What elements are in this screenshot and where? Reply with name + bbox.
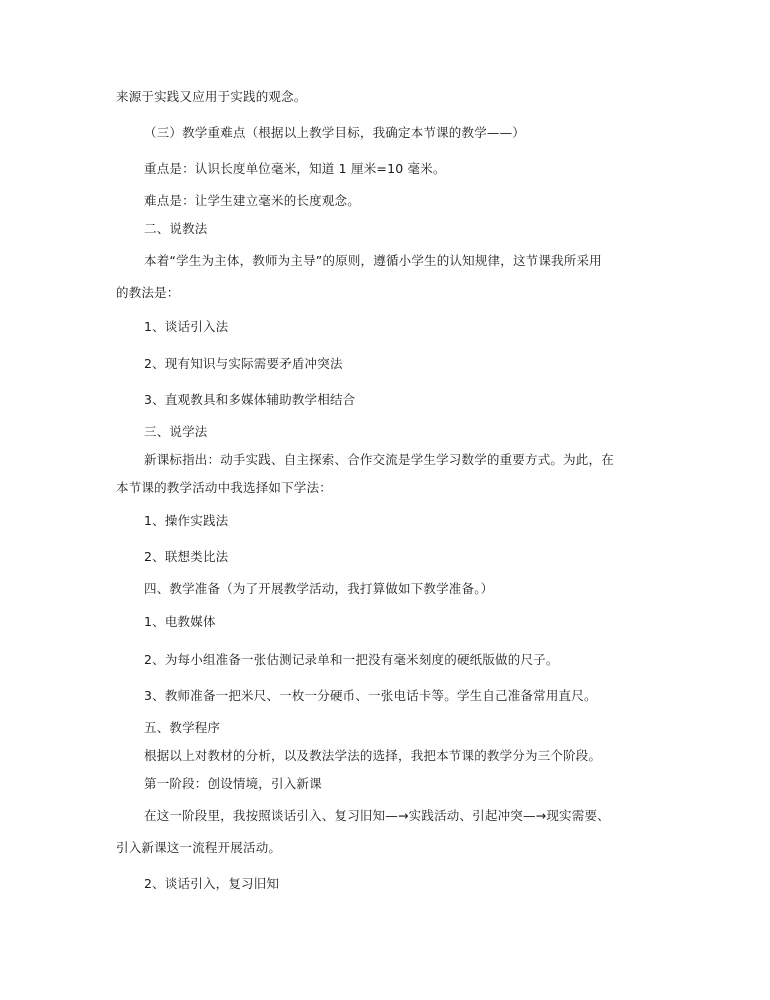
text-line: 来源于实践又应用于实践的观念。 [116,89,307,104]
text-line: 新课标指出：动手实践、自主探索、合作交流是学生学习数学的重要方式。为此，在 [144,452,614,467]
section-heading: 四、教学准备（为了开展教学活动，我打算做如下教学准备。） [144,581,494,596]
text-line: 引入新课这一流程开展活动。 [116,840,282,855]
text-line: 的教法是： [116,285,180,300]
list-item: 3、直观教具和多媒体辅助教学相结合 [144,392,356,407]
list-item: 2、联想类比法 [144,549,229,564]
list-item: 1、谈话引入法 [144,319,229,334]
list-item: 2、谈话引入，复习旧知 [144,876,280,891]
list-item: 2、为每小组准备一张估测记录单和一把没有毫米刻度的硬纸版做的尺子。 [144,652,559,667]
section-heading: 二、说教法 [144,221,208,236]
list-item: 2、现有知识与实际需要矛盾冲突法 [144,356,343,371]
text-line: 难点是：让学生建立毫米的长度观念。 [144,193,360,208]
section-heading: 五、教学程序 [144,720,221,735]
text-line: 根据以上对教材的分析，以及教法学法的选择，我把本节课的教学分为三个阶段。 [144,748,602,763]
list-item: 1、操作实践法 [144,513,229,528]
text-line: 重点是：认识长度单位毫米，知道 1 厘米=10 毫米。 [144,161,446,176]
list-item: 1、电教媒体 [144,614,216,629]
section-heading: 三、说学法 [144,424,208,439]
list-item: 3、教师准备一把米尺、一枚一分硬币、一张电话卡等。学生自己准备常用直尺。 [144,688,597,703]
text-line: 本节课的教学活动中我选择如下学法： [116,480,332,495]
text-line: 在这一阶段里，我按照谈话引入、复习旧知—→实践活动、引起冲突—→现实需要、 [144,808,610,823]
text-line: 本着“学生为主体，教师为主导”的原则，遵循小学生的认知规律，这节课我所采用 [144,253,602,268]
section-heading: （三）教学重难点（根据以上教学目标，我确定本节课的教学——） [144,125,526,140]
text-line: 第一阶段：创设情境，引入新课 [144,776,322,791]
